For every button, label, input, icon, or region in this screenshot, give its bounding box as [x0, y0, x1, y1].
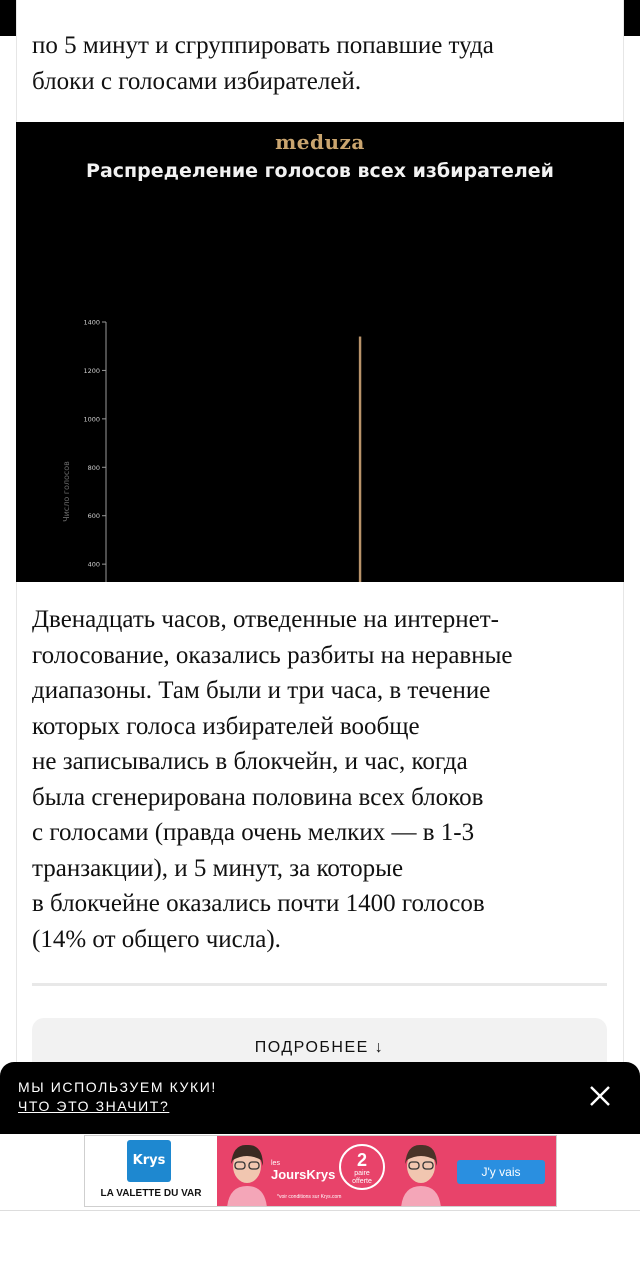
- ad-store-panel: [85, 1136, 217, 1207]
- ad-store-name: LA VALETTE DU VAR: [100, 1188, 202, 1199]
- meduza-logo: meduza: [275, 130, 365, 154]
- ad-cta-button[interactable]: J'y vais: [457, 1160, 545, 1184]
- ad-fine-print: *voir conditions sur Krys.com: [277, 1194, 342, 1200]
- ad-badge-sub: offerte: [352, 1178, 372, 1185]
- ad-banner[interactable]: [84, 1135, 557, 1207]
- article-paragraph-main: Двенадцать часов, отведенные на интернет- голосование, оказались разбиты на неравные диапазоны. Там были и три часа, в течение которых голоса избирателей вообще не записывались в блокчейн, и час, когда была сгенерирована половина всех блоков с голосами (правда очень мелких — в 1-3 транзакции), и 5 минут, за которые в блокчейне оказались почти 1400 голосов (14% от общего числа).: [32, 606, 513, 953]
- cookie-text: МЫ ИСПОЛЬЗУЕМ КУКИ!: [18, 1079, 217, 1095]
- ad-brand-prefix: les: [271, 1160, 280, 1167]
- chart-card: [16, 122, 624, 582]
- close-icon[interactable]: [584, 1080, 616, 1112]
- ad-badge-word: paire: [354, 1170, 370, 1177]
- cookie-banner: [0, 1062, 640, 1134]
- cookie-info-link[interactable]: ЧТО ЭТО ЗНАЧИТ?: [18, 1098, 170, 1114]
- section-divider: [32, 983, 607, 986]
- ad-offer-badge: [339, 1144, 385, 1190]
- y-tick-label: 1000: [83, 415, 100, 424]
- ad-badge-number: 2: [356, 1150, 367, 1170]
- y-tick-label: 1400: [83, 318, 100, 327]
- article-paragraph-top: по 5 минут и сгруппировать попавшие туда блоки с голосами избирателей.: [32, 32, 494, 95]
- y-tick-label: 1200: [83, 366, 100, 375]
- y-tick-label: 600: [87, 512, 100, 521]
- y-tick-label: 800: [87, 463, 100, 472]
- more-button-label: ПОДРОБНЕЕ ↓: [254, 1039, 385, 1056]
- ad-brand-name: JoursKrys: [271, 1167, 336, 1182]
- ad-promo-panel: [217, 1136, 557, 1207]
- chart-bar: [359, 337, 361, 582]
- y-axis-label: Число голосов: [62, 461, 71, 522]
- model-photo-icon: [399, 1142, 443, 1207]
- model-photo-icon: [225, 1142, 269, 1207]
- y-tick-label: 400: [87, 560, 100, 569]
- votes-histogram: [16, 122, 624, 582]
- krys-logo: Krys: [127, 1140, 171, 1182]
- ad-brand: [271, 1160, 335, 1182]
- chart-title: Распределение голосов всех избирателей: [86, 160, 554, 182]
